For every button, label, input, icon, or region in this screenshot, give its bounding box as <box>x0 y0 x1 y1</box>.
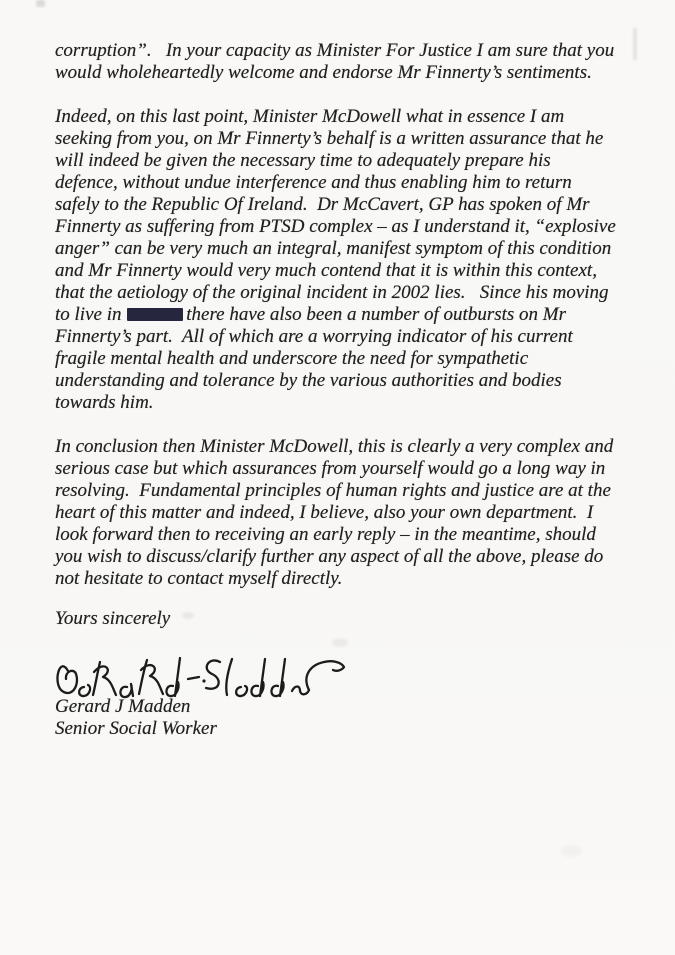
text-line: not hesitate to contact myself directly. <box>55 568 343 589</box>
scan-smudge <box>36 0 45 7</box>
text-line: will indeed be given the necessary time to adequately prepare his <box>55 150 551 171</box>
text-line: understanding and tolerance by the various authorities and bodies <box>55 370 562 391</box>
sender-name: Gerard J Madden <box>55 696 191 717</box>
text-line: would wholeheartedly welcome and endorse Mr Finnerty’s sentiments. <box>55 62 592 83</box>
text-line: that the aetiology of the original incident in 2002 lies. Since his moving <box>55 282 609 303</box>
text-after-redaction: there have also been a number of outbursts on Mr <box>186 304 567 325</box>
text-line: anger” can be very much an integral, manifest symptom of this condition <box>55 238 612 259</box>
paragraph <box>55 106 640 414</box>
text-line: heart of this matter and indeed, I believe, also your own department. I <box>55 502 594 523</box>
letter-body <box>55 40 640 612</box>
text-line <box>55 304 640 326</box>
text-line: Finnerty’s part. All of which are a worrying indicator of his current <box>55 326 573 347</box>
scan-smudge <box>182 612 194 619</box>
redaction-bar <box>127 308 183 321</box>
text-before-redaction: to live in <box>55 304 127 325</box>
text-line: Indeed, on this last point, Minister McDowell what in essence I am <box>55 106 565 127</box>
text-line: In conclusion then Minister McDowell, this is clearly a very complex and <box>55 436 614 457</box>
text-line: you wish to discuss/clarify further any aspect of all the above, please do <box>55 546 604 567</box>
text-line: towards him. <box>55 392 154 413</box>
paragraph <box>55 40 640 84</box>
text-line: safely to the Republic Of Ireland. Dr McCavert, GP has spoken of Mr <box>55 194 590 215</box>
text-line: and Mr Finnerty would very much contend that it is within this context, <box>55 260 597 281</box>
text-line: resolving. Fundamental principles of human rights and justice are at the <box>55 480 611 501</box>
text-line: serious case but which assurances from yourself would go a long way in <box>55 458 606 479</box>
handwritten-signature <box>52 646 348 700</box>
paragraph <box>55 436 640 590</box>
text-line: seeking from you, on Mr Finnerty’s behalf is a written assurance that he <box>55 128 604 149</box>
text-line: fragile mental health and underscore the need for sympathetic <box>55 348 529 369</box>
scan-smudge <box>560 845 582 857</box>
text-line: Finnerty as suffering from PTSD complex – as I understand it, “explosive <box>55 216 616 237</box>
text-line: defence, without undue interference and thus enabling him to return <box>55 172 572 193</box>
text-line: corruption”. In your capacity as Minister For Justice I am sure that you <box>55 40 615 61</box>
sender-title: Senior Social Worker <box>55 718 217 739</box>
text-line: look forward then to receiving an early reply – in the meantime, should <box>55 524 596 545</box>
closing-salutation: Yours sincerely <box>55 608 171 629</box>
